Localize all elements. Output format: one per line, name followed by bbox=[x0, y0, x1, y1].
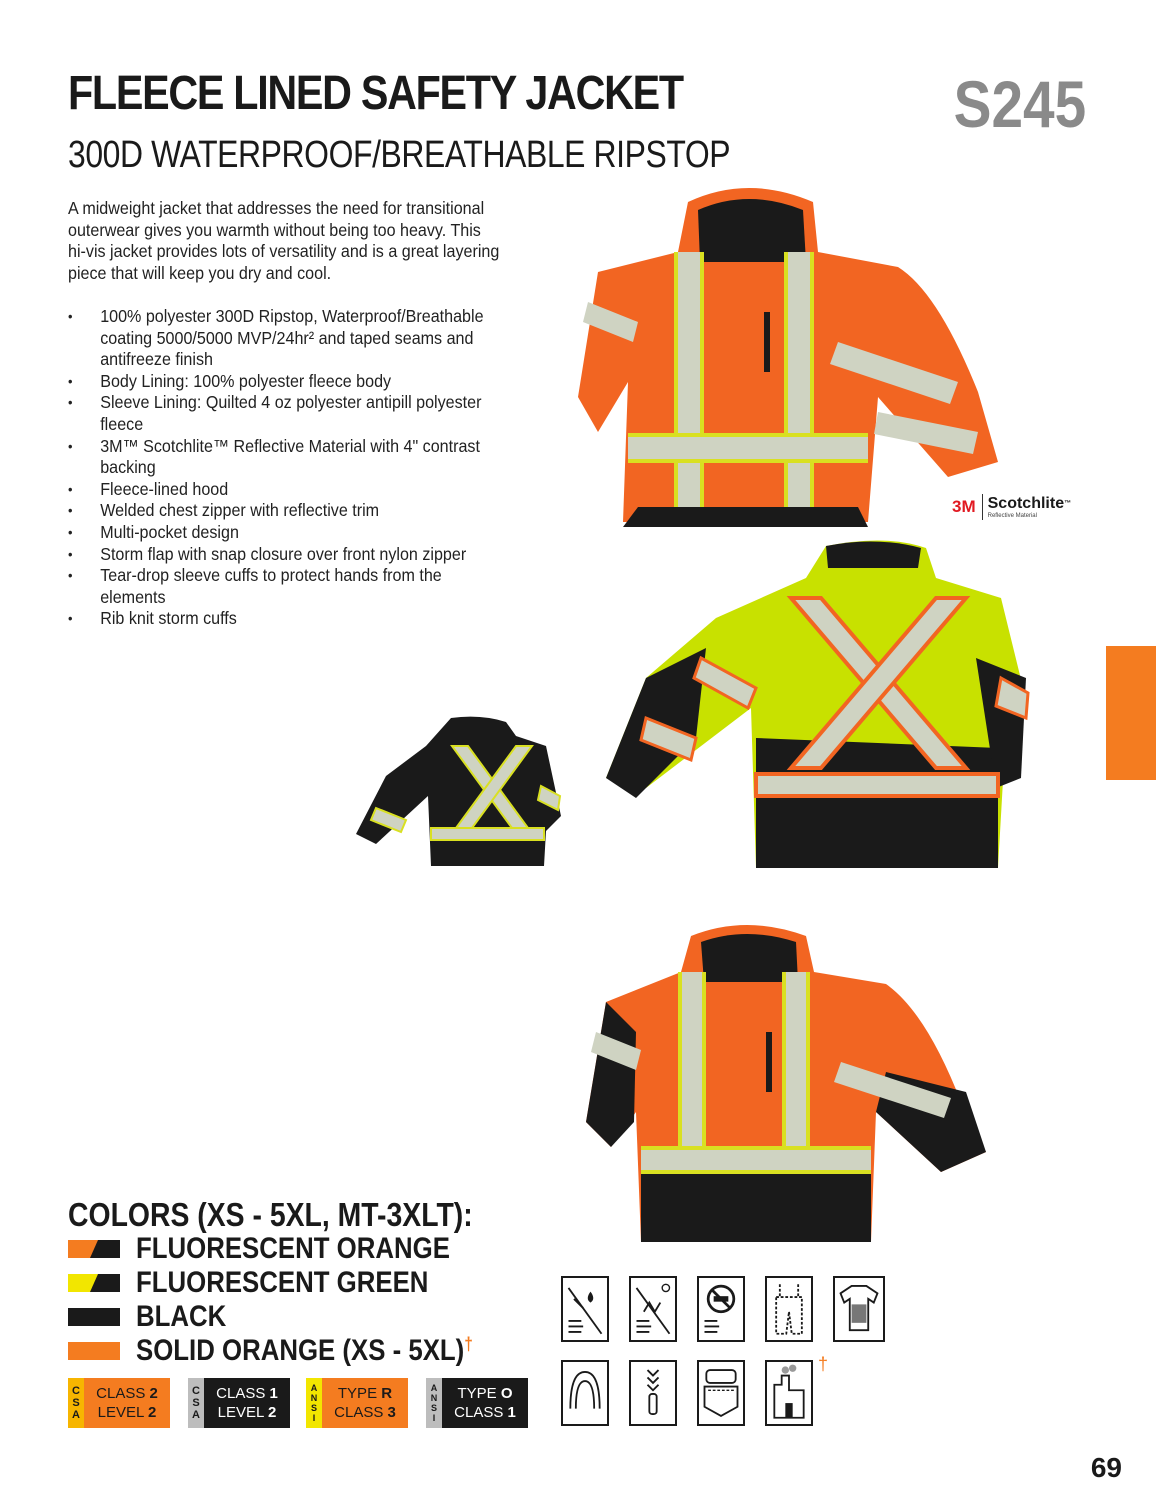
org-letter: A bbox=[192, 1409, 200, 1421]
feature-item: • Storm flap with snap closure over front nylon zipper bbox=[68, 544, 500, 566]
feature-item: • Fleece-lined hood bbox=[68, 479, 500, 501]
pocket-icon bbox=[697, 1360, 745, 1426]
org-letter: I bbox=[312, 1413, 316, 1423]
badge-line1-value: 2 bbox=[149, 1385, 158, 1402]
org-letter: C bbox=[72, 1385, 80, 1397]
badge-line2-prefix: LEVEL bbox=[97, 1404, 148, 1421]
zipper-icon bbox=[629, 1360, 677, 1426]
badge-label bbox=[84, 1378, 170, 1428]
org-letter: S bbox=[192, 1397, 200, 1409]
black-swatch bbox=[68, 1308, 120, 1326]
jacket-black-image bbox=[356, 716, 562, 870]
feature-item: • Tear-drop sleeve cuffs to protect hands from the elements bbox=[68, 565, 500, 608]
scotchlite-name: Scotchlite bbox=[987, 494, 1065, 512]
product-description: A midweight jacket that addresses the need for transitional outerwear gives you warmth without being too heavy. This hi-vis jacket provides lots of versatility and is a great layering piece that will keep you dry and cool. bbox=[68, 198, 500, 283]
breathable-icon bbox=[629, 1276, 677, 1342]
org-letter: C bbox=[192, 1385, 200, 1397]
bib-overall-icon bbox=[765, 1276, 813, 1342]
3m-logo-text: 3M bbox=[952, 497, 976, 516]
badge-line2-prefix: LEVEL bbox=[217, 1404, 268, 1421]
dagger-note: † bbox=[464, 1334, 473, 1354]
org-letter: A bbox=[310, 1383, 318, 1393]
badge-org bbox=[426, 1378, 442, 1428]
hood-icon bbox=[561, 1360, 609, 1426]
color-label bbox=[136, 1334, 473, 1368]
badge-line1-prefix: CLASS bbox=[216, 1385, 270, 1402]
badge-line1-value: O bbox=[500, 1385, 513, 1402]
badge-line1-value: 1 bbox=[269, 1385, 278, 1402]
color-label: FLUORESCENT ORANGE bbox=[136, 1232, 450, 1265]
color-option-fluorescent-green bbox=[68, 1268, 476, 1298]
org-letter: A bbox=[430, 1383, 438, 1393]
solid-orange-swatch bbox=[68, 1342, 120, 1360]
badge-ansi-typer-class3 bbox=[306, 1378, 408, 1428]
feature-item: • Welded chest zipper with reflective trim bbox=[68, 500, 500, 522]
color-option-black bbox=[68, 1302, 241, 1332]
product-code: S245 bbox=[953, 67, 1086, 141]
page-subtitle: 300D WATERPROOF/BREATHABLE RIPSTOP bbox=[68, 134, 731, 176]
scotchlite-tagline: Reflective Material bbox=[987, 512, 1037, 519]
logo-divider bbox=[982, 494, 983, 520]
feature-item: • 3M™ Scotchlite™ Reflective Material with 4" contrast backing bbox=[68, 436, 500, 479]
feature-item: • Body Lining: 100% polyester fleece body bbox=[68, 371, 500, 393]
antifreeze-icon bbox=[697, 1276, 745, 1342]
colors-heading: COLORS (XS - 5XL, MT-3XLT): bbox=[68, 1196, 473, 1233]
feature-item: • Multi-pocket design bbox=[68, 522, 500, 544]
badge-org bbox=[68, 1378, 84, 1428]
org-letter: S bbox=[430, 1403, 437, 1413]
scotchlite-tm: ™ bbox=[1064, 499, 1072, 507]
org-letter: A bbox=[72, 1409, 80, 1421]
color-label: BLACK bbox=[136, 1300, 227, 1333]
waterproof-icon bbox=[561, 1276, 609, 1342]
badge-label bbox=[204, 1378, 290, 1428]
badge-org bbox=[306, 1378, 322, 1428]
feature-item: • Sleeve Lining: Quilted 4 oz polyester antipill polyester fleece bbox=[68, 392, 500, 435]
badge-line2-value: 2 bbox=[147, 1404, 157, 1421]
badge-csa-class2-level2 bbox=[68, 1378, 170, 1428]
badge-org bbox=[188, 1378, 204, 1428]
factory-icon bbox=[765, 1360, 813, 1426]
feature-item: • Rib knit storm cuffs bbox=[68, 608, 500, 630]
badge-line2-prefix: CLASS bbox=[454, 1404, 508, 1421]
badge-label bbox=[322, 1378, 408, 1428]
page-title: FLEECE LINED SAFETY JACKET bbox=[68, 67, 683, 120]
org-letter: N bbox=[310, 1393, 318, 1403]
color-option-fluorescent-orange bbox=[68, 1234, 501, 1264]
jacket-orange-black-front-image bbox=[586, 922, 992, 1244]
icon-dagger-note: † bbox=[818, 1354, 829, 1374]
badge-line1-prefix: TYPE bbox=[337, 1385, 382, 1402]
badge-line1-prefix: CLASS bbox=[96, 1385, 150, 1402]
orange-black-swatch bbox=[68, 1240, 120, 1258]
color-label: FLUORESCENT GREEN bbox=[136, 1266, 429, 1299]
badge-line2-value: 3 bbox=[387, 1404, 396, 1421]
badge-line2-value: 1 bbox=[507, 1404, 516, 1421]
feature-item: • 100% polyester 300D Ripstop, Waterproof/Breathable coating 5000/5000 MVP/24hr² and taped seams and antifreeze finish bbox=[68, 306, 500, 371]
green-black-swatch bbox=[68, 1274, 120, 1292]
badge-line1-value: R bbox=[381, 1385, 393, 1402]
color-label-text: SOLID ORANGE (XS - 5XL) bbox=[136, 1334, 465, 1367]
fleece-lining-icon bbox=[833, 1276, 885, 1342]
badge-label bbox=[442, 1378, 528, 1428]
feature-list bbox=[68, 306, 538, 630]
badge-line1-prefix: TYPE bbox=[457, 1385, 501, 1402]
org-letter: S bbox=[310, 1403, 317, 1413]
badge-line2-prefix: CLASS bbox=[334, 1404, 388, 1421]
org-letter: N bbox=[430, 1393, 438, 1403]
jacket-green-back-image bbox=[606, 538, 1030, 874]
org-letter: S bbox=[72, 1397, 80, 1409]
color-option-solid-orange bbox=[68, 1336, 528, 1366]
scotchlite-logo bbox=[952, 494, 1071, 520]
page-number: 69 bbox=[1090, 1452, 1122, 1483]
badge-ansi-typeo-class1 bbox=[426, 1378, 528, 1428]
section-tab bbox=[1106, 646, 1156, 780]
jacket-orange-front-image bbox=[578, 182, 1002, 528]
badge-csa-class1-level2 bbox=[188, 1378, 290, 1428]
badge-line2-value: 2 bbox=[267, 1404, 277, 1421]
org-letter: I bbox=[432, 1413, 436, 1423]
